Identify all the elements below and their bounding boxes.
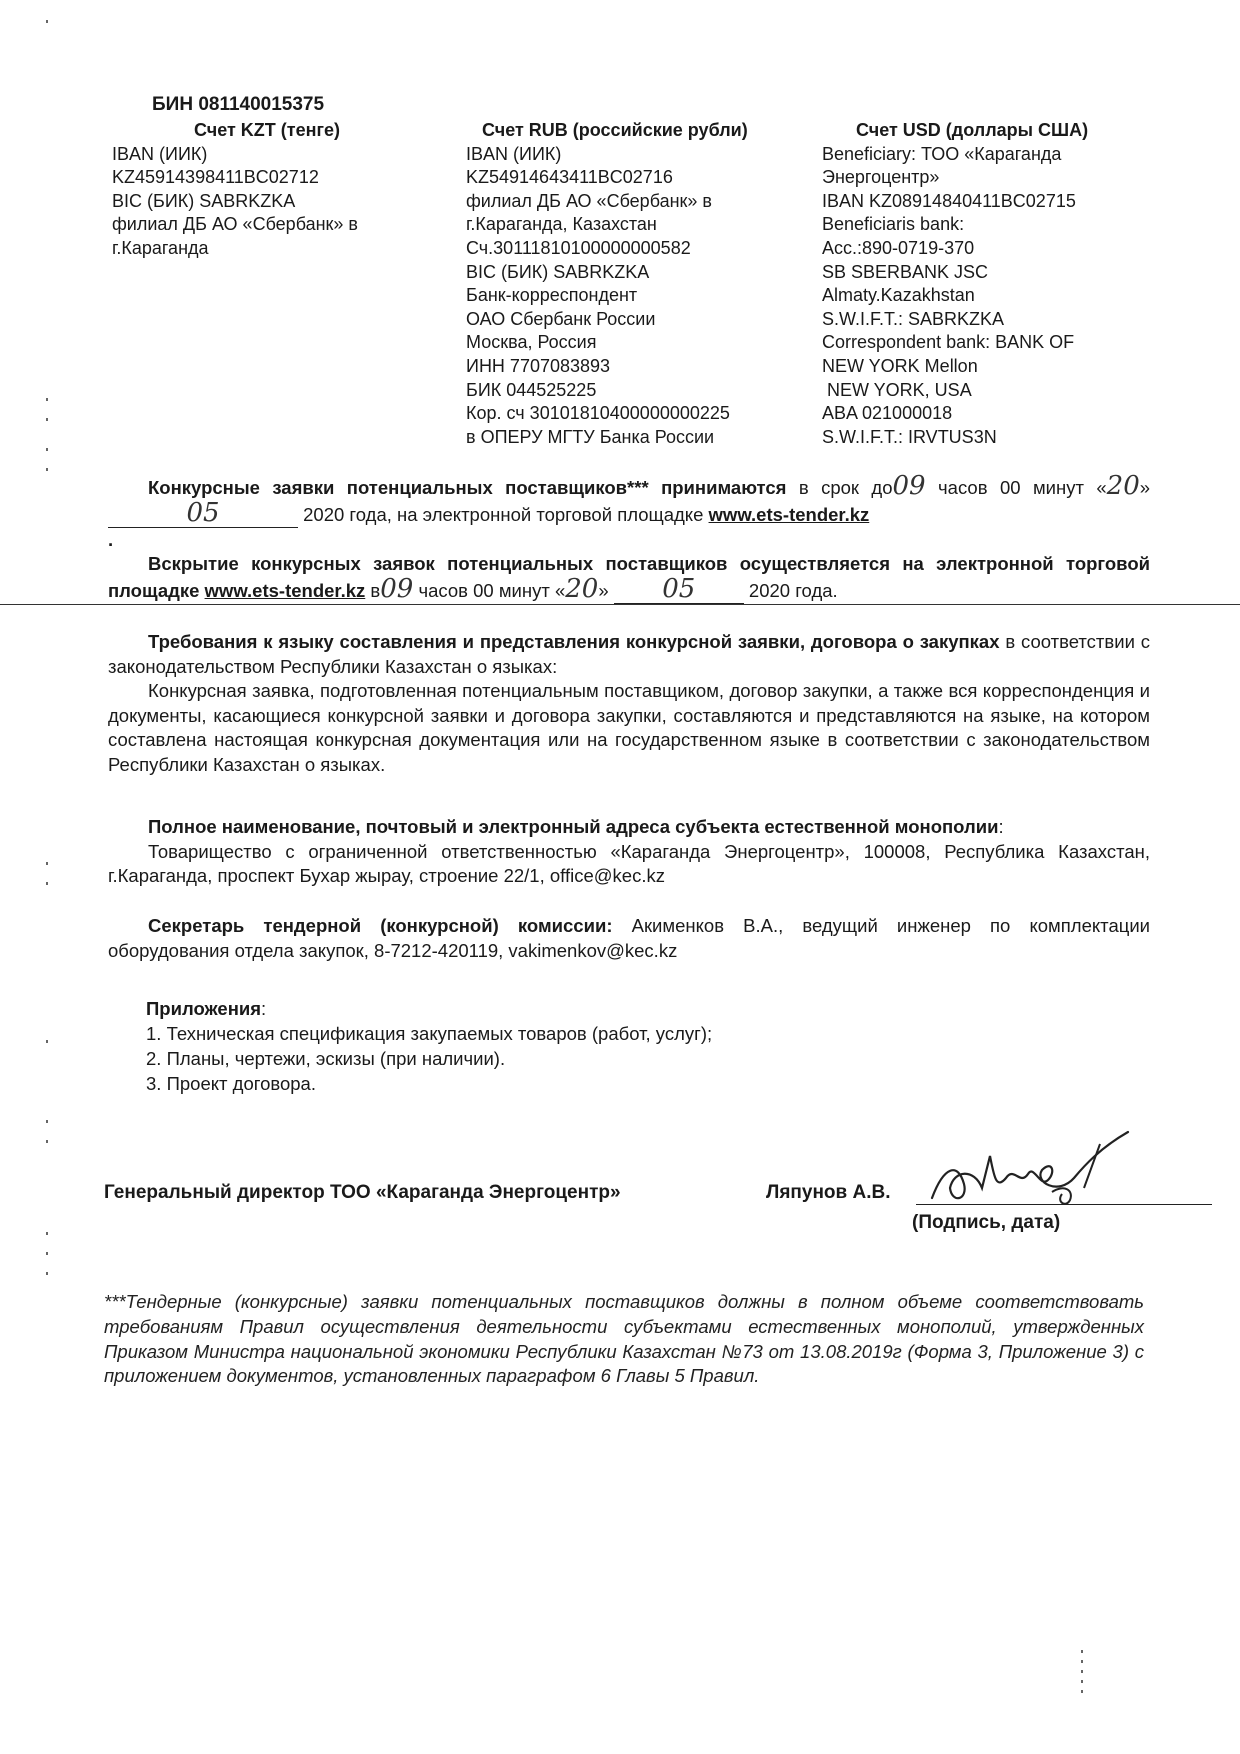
opening-text: 2020 года. <box>748 579 838 601</box>
signatory-name: Ляпунов А.В. <box>766 1182 891 1203</box>
account-usd-header: Счет USD (доллары США) <box>856 120 1089 140</box>
account-line: BIC (БИК) SABRKZKA <box>112 190 296 211</box>
account-line: ABA 021000018 <box>822 403 953 424</box>
submission-lead: Конкурсные заявки потенциальных поставщиков*** принимаются <box>148 477 787 498</box>
submission-text: » <box>1139 477 1151 498</box>
bin-number: БИН 081140015375 <box>152 94 325 115</box>
account-line: ИНН 7707083893 <box>466 355 611 376</box>
account-line: IBAN (ИИК) <box>112 143 208 164</box>
horizontal-rule <box>0 604 1240 605</box>
appendices-section <box>146 996 712 1096</box>
appendix-item: 2. Планы, чертежи, эскизы (при наличии). <box>146 1048 506 1069</box>
account-kzt <box>112 119 422 261</box>
account-line: KZ45914398411BC02712 <box>112 167 319 188</box>
account-line: S.W.I.F.T.: SABRKZKA <box>822 308 1005 329</box>
opening-text: » <box>598 579 609 601</box>
scan-margin-marks <box>46 0 52 1754</box>
account-line: Almaty.Kazakhstan <box>822 285 975 306</box>
account-rub-header: Счет RUB (российские рубли) <box>482 120 748 140</box>
signatory-title: Генеральный директор ТОО «Караганда Энергоцентр» <box>104 1182 621 1203</box>
entity-section <box>108 815 1150 889</box>
handwritten-day: 20 <box>565 573 599 604</box>
account-line: IBAN (ИИК) <box>466 143 562 164</box>
submission-text: часов 00 <box>938 477 1021 498</box>
submission-paragraph <box>108 471 1151 553</box>
opening-text: в <box>370 579 381 601</box>
account-line: Энергоцентр» <box>822 167 940 188</box>
account-line: Сч.30111810100000000582 <box>466 237 691 258</box>
appendices-title: Приложения <box>146 998 262 1019</box>
account-line: Beneficiary: ТОО «Караганда <box>822 143 1062 164</box>
opening-text: часов 00 минут « <box>418 579 566 601</box>
account-line: г.Караганда, Казахстан <box>466 214 657 235</box>
account-line: г.Караганда <box>112 237 209 258</box>
submission-text: 2020 года, на электронной торговой площадке <box>303 503 704 525</box>
submission-text: в срок до <box>798 477 893 498</box>
language-rest: в соответствии с законодательством Республики Казахстан о языках: <box>108 631 1150 677</box>
account-line: филиал ДБ АО «Сбербанк» в <box>466 190 712 211</box>
handwritten-hour: 09 <box>892 471 926 501</box>
account-line: KZ54914643411BC02716 <box>466 167 673 188</box>
secretary-details: Акименков В.А., ведущий инженер по комплектации оборудования отдела закупок, 8-7212-420119, vakimenkov@kec.kz <box>108 915 1150 961</box>
account-line: Correspondent bank: BANK OF <box>822 332 1075 353</box>
appendix-item: 1. Техническая спецификация закупаемых товаров (работ, услуг); <box>146 1023 713 1044</box>
account-rub <box>466 119 806 449</box>
language-section <box>108 630 1150 777</box>
handwritten-month: 05 <box>662 573 696 604</box>
account-usd <box>822 119 1142 449</box>
account-line: Acc.:890-0719-370 <box>822 237 975 258</box>
secretary-section <box>108 914 1150 963</box>
opening-site-link[interactable]: www.ets-tender.kz <box>204 579 366 601</box>
submission-text: минут « <box>1032 477 1107 498</box>
secretary-lead: Секретарь тендерной (конкурсной) комиссии: <box>148 915 613 936</box>
signature-line <box>916 1204 1212 1205</box>
entity-lead: Полное наименование, почтовый и электронный адреса субъекта естественной монополии <box>148 816 999 837</box>
account-line: Банк-корреспондент <box>466 285 638 306</box>
handwritten-signature <box>924 1126 1164 1222</box>
handwritten-hour: 09 <box>380 573 414 604</box>
account-line: NEW YORK, USA <box>822 379 972 400</box>
submission-site-link[interactable]: www.ets-tender.kz <box>708 503 870 525</box>
handwritten-day: 20 <box>1106 471 1140 501</box>
account-line: BIC (БИК) SABRKZKA <box>466 261 650 282</box>
account-line: ОАО Сбербанк России <box>466 308 656 329</box>
account-line: Москва, Россия <box>466 332 597 353</box>
appendix-item: 3. Проект договора. <box>146 1073 316 1094</box>
account-line: филиал ДБ АО «Сбербанк» в <box>112 214 358 235</box>
submission-dot: . <box>108 529 114 550</box>
account-kzt-header: Счет KZT (тенге) <box>194 120 340 140</box>
appendices-colon: : <box>261 998 267 1019</box>
account-line: IBAN KZ08914840411BC02715 <box>822 190 1076 211</box>
account-line: БИК 044525225 <box>466 379 597 400</box>
account-line: NEW YORK Mellon <box>822 355 978 376</box>
account-line: SB SBERBANK JSC <box>822 261 989 282</box>
entity-colon: : <box>998 816 1004 837</box>
language-lead: Требования к языку составления и представления конкурсной заявки, договора о закупках <box>148 631 1000 652</box>
account-line: S.W.I.F.T.: IRVTUS3N <box>822 426 997 447</box>
signature-caption: (Подпись, дата) <box>912 1212 1061 1233</box>
opening-paragraph <box>108 552 1150 604</box>
account-line: Beneficiaris bank: <box>822 214 965 235</box>
handwritten-month: 05 <box>186 497 220 528</box>
opening-lead: Вскрытие конкурсных заявок потенциальных поставщиков осуществляется на электронной торговой площадке <box>108 553 1150 601</box>
footnote: ***Тендерные (конкурсные) заявки потенциальных поставщиков должны в полном объеме соответствовать требованиям Правил осуществления деятельности субъектами естественных монополий, утвержденных Приказом Министра национальной экономики Республики Казахстан №73 от 13.08.2019г (Форма 3, Приложение 3) с приложением документов, установленных параграфом 6 Главы 5 Правил. <box>104 1291 1144 1387</box>
entity-paragraph: Товарищество с ограниченной ответственностью «Караганда Энергоцентр», 100008, Республика Казахстан, г.Караганда, проспект Бухар жырау, строение 22/1, office@kec.kz <box>108 840 1150 886</box>
account-line: в ОПЕРУ МГТУ Банка России <box>466 426 715 447</box>
account-line: Кор. сч 30101810400000000225 <box>466 403 730 424</box>
language-paragraph: Конкурсная заявка, подготовленная потенциальным поставщиком, договор закупки, а также вся корреспонденция и документы, касающиеся конкурсной заявки и договора закупки, составляются и представляются на языке, на котором составлена настоящая конкурсная документация или на государственном языке в соответствии с законодательством Республики Казахстан о языках. <box>108 680 1150 775</box>
